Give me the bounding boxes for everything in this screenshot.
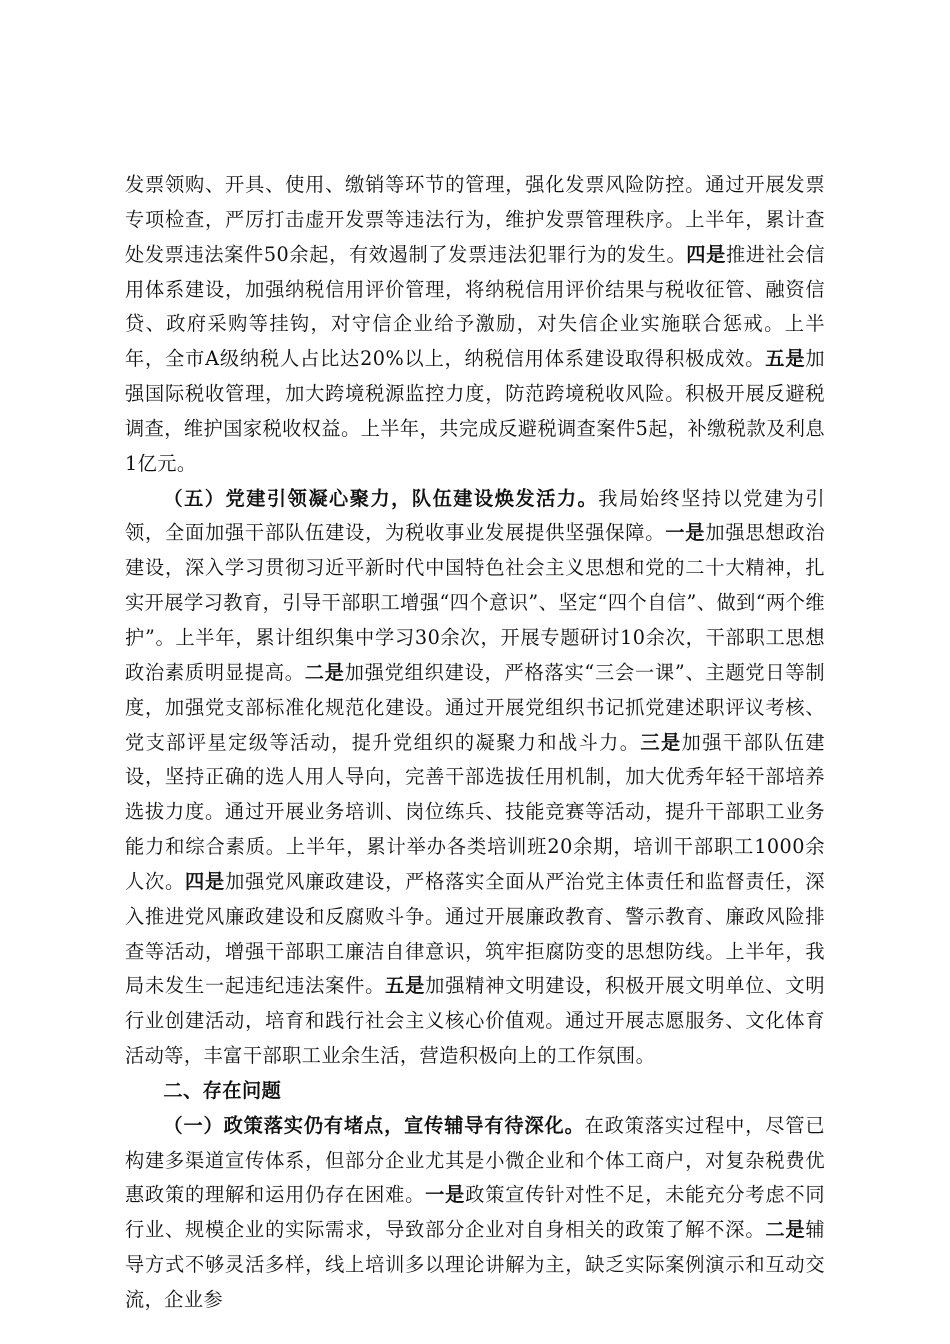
item-marker-bold: 一是 (425, 1183, 466, 1207)
item-marker-bold: 五是 (765, 347, 806, 371)
paragraph-invoice-credit-international (125, 168, 825, 482)
document-page (125, 168, 825, 1318)
paragraph-policy-implementation (125, 1109, 825, 1318)
section-heading-bold: （五）党建引领凝心聚力，队伍建设焕发活力。 (163, 486, 599, 510)
paragraph-text-run: 加强党风廉政建设，严格落实全面从严治党主体责任和监督责任，深入推进党风廉政建设和反腐败斗争。通过开展廉政教育、警示教育、廉政风险排查等活动，增强干部职工廉洁自律意识，筑牢拒腐防变的思想防线。上半年，我局未发生一起违纪违法案件。 (125, 869, 825, 998)
paragraph-text-run: 辅导方式不够灵活多样，线上培训多以理论讲解为主，缺乏实际案例演示和互动交流，企业参 (125, 1218, 825, 1311)
paragraph-text-run: 加强国际税收管理，加大跨境税源监控力度，防范跨境税收风险。积极开展反避税调查，维护国家税收权益。上半年，共完成反避税调查案件5起，补缴税款及利息1亿元。 (125, 347, 826, 475)
paragraph-text-run: 加强干部队伍建设，坚持正确的选人用人导向，完善干部选拔任用机制，加大优秀年轻干部培养选拔力度。通过开展业务培训、岗位练兵、技能竞赛等活动，提升干部职工业务能力和综合素质。上半年，累计举办各类培训班20余期，培训干部职工1000余人次。 (125, 730, 825, 893)
section-title-bold: 二、存在问题 (163, 1078, 282, 1102)
item-marker-bold: 二是 (304, 660, 345, 684)
item-marker-bold: 二是 (765, 1218, 806, 1242)
paragraph-text-run: 加强思想政治建设，深入学习贯彻习近平新时代中国特色社会主义思想和党的二十大精神，扎实开展学习教育，引导干部职工增强“四个意识”、坚定“四个自信”、做到“两个维护”。上半年，累计组织集中学习30余次，开展专题研讨10余次，干部职工思想政治素质明显提高。 (125, 521, 826, 684)
item-marker-bold: 三是 (640, 730, 682, 754)
item-marker-bold: 一是 (665, 521, 706, 545)
item-marker-bold: 五是 (385, 974, 426, 998)
paragraph-text-run: 发票领购、开具、使用、缴销等环节的管理，强化发票风险防控。通过开展发票专项检查，严厉打击虚开发票等违法行为，维护发票管理秩序。上半年，累计查处发票违法案件50余起，有效遏制了发票违法犯罪行为的发生。 (125, 173, 825, 266)
item-marker-bold: 四是 (185, 869, 226, 893)
paragraph-text-run: 加强精神文明建设，积极开展文明单位、文明行业创建活动，培育和践行社会主义核心价值观。通过开展志愿服务、文化体育活动等，丰富干部职工业余生活，营造积极向上的工作氛围。 (125, 974, 826, 1068)
paragraph-party-building (125, 482, 825, 1074)
paragraph-text-run: 我局始终坚持以党建为引领，全面加强干部队伍建设，为税收事业发展提供坚强保障。 (125, 486, 826, 545)
paragraph-text-run: 在政策落实过程中，尽管已构建多渠道宣传体系，但部分企业尤其是小微企业和个体工商户，对复杂税费优惠政策的理解和运用仍存在困难。 (125, 1113, 825, 1207)
paragraph-text-run: 推进社会信用体系建设，加强纳税信用评价管理，将纳税信用评价结果与税收征管、融资信贷、政府采购等挂钩，对守信企业给予激励，对失信企业实施联合惩戒。上半年，全市A级纳税人占比达20%以上，纳税信用体系建设取得积极成效。 (125, 242, 825, 371)
paragraph-text-run: 政策宣传针对性不足，未能充分考虑不同行业、规模企业的实际需求，导致部分企业对自身相关的政策了解不深。 (125, 1183, 825, 1242)
paragraph-text-run: 加强党组织建设，严格落实“三会一课”、主题党日等制度，加强党支部标准化规范化建设。通过开展党组织书记抓党建述职评议考核、党支部评星定级等活动，提升党组织的凝聚力和战斗力。 (125, 660, 825, 754)
item-marker-bold: 四是 (686, 242, 726, 266)
section-heading-problems (125, 1074, 825, 1109)
section-heading-bold: （一）政策落实仍有堵点，宣传辅导有待深化。 (163, 1113, 585, 1137)
